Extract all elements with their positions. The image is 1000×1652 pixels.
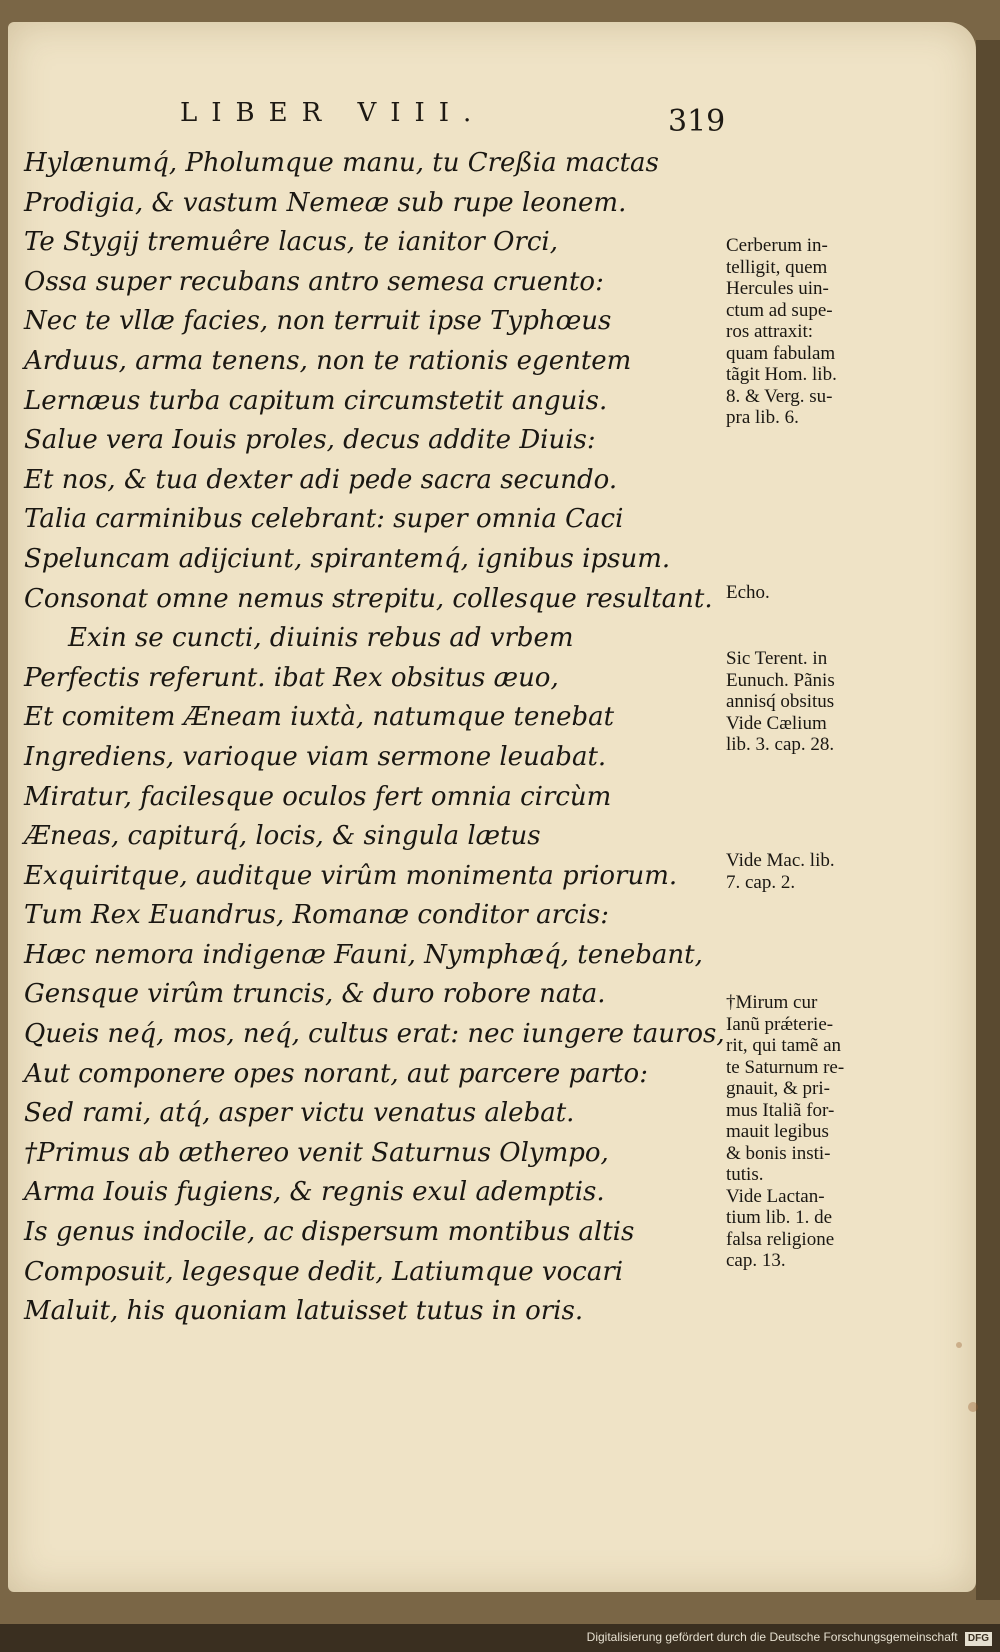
verse-line: Aut componere opes norant, aut parcere parto: bbox=[24, 1058, 648, 1089]
verse-line: Hæc nemora indigenæ Fauni, Nymphæq́, tenebant, bbox=[24, 939, 703, 970]
note-line: mus Italiã for- bbox=[726, 1099, 835, 1121]
verse-line: Composuit, legesque dedit, Latiumque vocari bbox=[24, 1256, 624, 1287]
margin-note-macrobius bbox=[726, 850, 896, 893]
verse-line: Et nos, & tua dexter adi pede sacra secundo. bbox=[24, 464, 618, 495]
margin-note-echo bbox=[726, 582, 896, 604]
note-line: Vide Mac. lib. bbox=[726, 850, 835, 871]
dfg-logo: DFG bbox=[965, 1632, 992, 1646]
verse-line: Te Stygij tremuêre lacus, te ianitor Orci, bbox=[24, 227, 558, 258]
note-line: tãgit Hom. lib. bbox=[726, 364, 837, 385]
verse-line: Arduus, arma tenens, non te rationis egentem bbox=[24, 345, 632, 376]
margin-note-ianus bbox=[726, 992, 896, 1272]
verse-line: Sed rami, atq́, asper victu venatus alebat. bbox=[24, 1098, 575, 1129]
note-line: 7. cap. 2. bbox=[726, 871, 796, 893]
note-line: lib. 3. cap. 28. bbox=[726, 734, 835, 755]
note-line: Hercules uin- bbox=[726, 278, 829, 299]
verse-line: Tum Rex Euandrus, Romanæ conditor arcis: bbox=[24, 900, 610, 931]
note-line: tium lib. 1. de bbox=[726, 1207, 833, 1228]
verse-line: Arma Iouis fugiens, & regnis exul ademptis. bbox=[24, 1177, 605, 1208]
verse-line: Prodigia, & vastum Nemeæ sub rupe leonem. bbox=[24, 187, 627, 218]
verse-line: Ossa super recubans antro semesa cruento: bbox=[24, 266, 604, 297]
note-line: Cerberum in- bbox=[726, 235, 828, 256]
note-line: 8. & Verg. su- bbox=[726, 385, 833, 407]
verse-line: Consonat omne nemus strepitu, collesque resultant. bbox=[24, 583, 713, 614]
note-line: Ianũ prǽterie- bbox=[726, 1013, 834, 1035]
note-line: ctum ad supe- bbox=[726, 299, 833, 321]
note-line: falsa religione bbox=[726, 1228, 835, 1250]
verse-line: Gensque virûm truncis, & duro robore nata. bbox=[24, 979, 606, 1010]
verse-line: Salue vera Iouis proles, decus addite Diuis: bbox=[24, 425, 596, 456]
note-line: †Mirum cur bbox=[726, 992, 818, 1013]
note-line: mauit legibus bbox=[726, 1121, 829, 1142]
note-line: Eunuch. Pãnis bbox=[726, 669, 835, 691]
note-line: tutis. bbox=[726, 1164, 764, 1185]
note-line: & bonis insti- bbox=[726, 1142, 831, 1164]
note-line: cap. 13. bbox=[726, 1250, 786, 1271]
verse-line: Ingrediens, varioque viam sermone leuabat. bbox=[24, 741, 607, 772]
verse-line: Et comitem Æneam iuxtà, natumque tenebat bbox=[24, 702, 615, 733]
verse-line: Speluncam adijciunt, spirantemq́, ignibus ipsum. bbox=[24, 543, 671, 574]
credit-text: Digitalisierung gefördert durch die Deutsche Forschungsgemeinschaft bbox=[586, 1630, 958, 1644]
note-line: quam fabulam bbox=[726, 342, 836, 364]
verse-line: Hylænumq́, Pholumque manu, tu Creßia mactas bbox=[24, 148, 659, 178]
note-line: annisq́ obsitus bbox=[726, 691, 835, 712]
ink-spot bbox=[968, 1402, 978, 1412]
running-head: LIBER VIII. bbox=[180, 98, 486, 128]
verse-line: Æneas, capiturq́, locis, & singula lætus bbox=[24, 821, 541, 852]
margin-note-terence bbox=[726, 648, 896, 756]
note-line: gnauit, & pri- bbox=[726, 1078, 830, 1099]
verse-line: Queis neq́, mos, neq́, cultus erat: nec iungere tauros, bbox=[24, 1019, 725, 1050]
verse-line: Exquiritque, auditque virûm monimenta priorum. bbox=[24, 860, 678, 891]
book-edge bbox=[976, 40, 1000, 1600]
verse-line: Lernæus turba capitum circumstetit anguis. bbox=[24, 385, 608, 416]
note-line: rit, qui tamẽ an bbox=[726, 1035, 842, 1056]
note-line: ros attraxit: bbox=[726, 321, 814, 342]
verse-line: Nec te vllæ facies, non terruit ipse Typhœus bbox=[24, 306, 612, 337]
verse-line: †Primus ab æthereo venit Saturnus Olympo, bbox=[24, 1137, 609, 1168]
digitization-credit bbox=[587, 1627, 992, 1647]
verse-line: Perfectis referunt. ibat Rex obsitus æuo, bbox=[24, 662, 559, 693]
note-line: te Saturnum re- bbox=[726, 1056, 845, 1078]
verse-line: Is genus indocile, ac dispersum montibus altis bbox=[24, 1217, 635, 1248]
note-line: Echo. bbox=[726, 582, 770, 603]
verse-line: Exin se cuncti, diuinis rebus ad vrbem bbox=[68, 623, 574, 654]
note-line: pra lib. 6. bbox=[726, 407, 799, 428]
note-line: Sic Terent. in bbox=[726, 648, 828, 669]
ink-spot bbox=[956, 1342, 962, 1348]
verse-line: Talia carminibus celebrant: super omnia Caci bbox=[24, 504, 624, 535]
note-line: Vide Cælium bbox=[726, 712, 827, 734]
note-line: Vide Lactan- bbox=[726, 1185, 825, 1207]
verse-block bbox=[24, 144, 724, 1332]
verse-line: Miratur, facilesque oculos fert omnia circùm bbox=[24, 781, 612, 812]
page-number: 319 bbox=[668, 104, 726, 139]
note-line: telligit, quem bbox=[726, 256, 828, 278]
verse-line: Maluit, his quoniam latuisset tutus in oris. bbox=[24, 1296, 584, 1327]
margin-note-cerberus bbox=[726, 235, 896, 429]
